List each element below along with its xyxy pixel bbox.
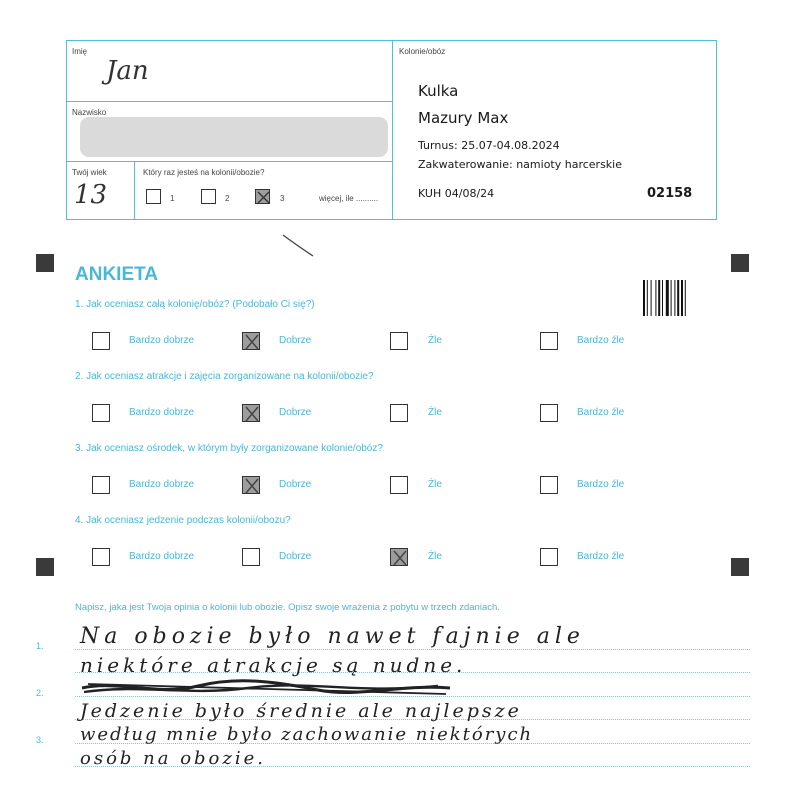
- question-4-option-2-checkbox[interactable]: [242, 548, 260, 566]
- barcode-bar: [647, 280, 648, 316]
- question-3-option-1-label: Bardzo dobrze: [129, 479, 195, 490]
- barcode-bar: [671, 280, 672, 316]
- camp-code: KUH 04/08/24: [418, 187, 495, 200]
- question-1-option-3-label: Źle: [428, 335, 442, 346]
- question-3-option-2-checkbox[interactable]: [242, 476, 260, 494]
- question-2-text: 2. Jak oceniasz atrakcje i zajęcia zorganizowane na kolonii/obozie?: [75, 371, 374, 382]
- checkmark-x-icon: [243, 405, 261, 423]
- barcode-bar: [655, 280, 656, 316]
- camp-turnus: Turnus: 25.07-04.08.2024: [418, 139, 560, 152]
- question-4-option-4-checkbox[interactable]: [540, 548, 558, 566]
- barcode-bar: [658, 280, 660, 316]
- camp-number: 02158: [647, 186, 693, 201]
- question-3-option-3-checkbox[interactable]: [390, 476, 408, 494]
- last-name-label: Nazwisko: [72, 108, 107, 117]
- question-2-option-4-label: Bardzo źle: [577, 407, 625, 418]
- camp-org: Kulka: [418, 82, 459, 100]
- question-4-option-1-checkbox[interactable]: [92, 548, 110, 566]
- question-4-option-2-label: Dobrze: [279, 551, 312, 562]
- handwritten-line-5[interactable]: osób na obozie.: [80, 748, 267, 769]
- question-4-option-3-checkbox[interactable]: [390, 548, 408, 566]
- times-option-3-label: 3: [280, 194, 285, 203]
- camp-name: Mazury Max: [418, 109, 509, 127]
- camp-accommodation: Zakwaterowanie: namioty harcerskie: [418, 158, 622, 171]
- times-question-label: Który raz jesteś na kolonii/obozie?: [143, 168, 265, 177]
- question-4-text: 4. Jak oceniasz jedzenie podczas kolonii/obozu?: [75, 515, 291, 526]
- times-more-label: więcej, ile ..........: [319, 194, 379, 203]
- checkmark-x-icon: [243, 477, 261, 495]
- checkmark-x-icon: [243, 333, 261, 351]
- first-name-label: Imię: [72, 47, 88, 56]
- opinion-prompt: Napisz, jaka jest Twoja opinia o kolonii lub obozie. Opisz swoje wrażenia z pobytu w trzech zdaniach.: [75, 602, 500, 613]
- handwritten-line-3[interactable]: Jedzenie było średnie ale najlepsze: [80, 700, 522, 722]
- times-option-1-label: 1: [170, 194, 175, 203]
- times-checkbox-3[interactable]: [255, 189, 270, 204]
- question-1-option-4-label: Bardzo źle: [577, 335, 625, 346]
- question-4-option-1-label: Bardzo dobrze: [129, 551, 195, 562]
- times-option-2-label: 2: [225, 194, 230, 203]
- times-checkbox-2[interactable]: [201, 189, 216, 204]
- survey-title: ANKIETA: [75, 264, 159, 285]
- checkmark-x-icon: [256, 190, 271, 205]
- question-1-option-1-label: Bardzo dobrze: [129, 335, 195, 346]
- corner-marker-top-left: [36, 254, 54, 272]
- camp-label: Kolonie/obóz: [399, 47, 446, 56]
- header-divider-2: [67, 161, 392, 162]
- question-3-option-1-checkbox[interactable]: [92, 476, 110, 494]
- question-1-option-1-checkbox[interactable]: [92, 332, 110, 350]
- question-2-option-2-label: Dobrze: [279, 407, 312, 418]
- question-3-option-4-label: Bardzo źle: [577, 479, 625, 490]
- barcode-bar: [674, 280, 675, 316]
- barcode-bar: [677, 280, 679, 316]
- crossed-out-scribble: [78, 678, 458, 700]
- barcode: [643, 280, 699, 316]
- age-label: Twój wiek: [72, 168, 107, 177]
- question-3-option-2-label: Dobrze: [279, 479, 312, 490]
- barcode-bar: [643, 280, 645, 316]
- header-divider-1: [67, 101, 392, 102]
- question-3-text: 3. Jak oceniasz ośrodek, w którym były zorganizowane kolonie/obóz?: [75, 443, 383, 454]
- last-name-redacted: [80, 117, 388, 157]
- header-divider-age: [134, 161, 135, 219]
- barcode-bar: [662, 280, 663, 316]
- pen-stroke-mark: [280, 232, 320, 262]
- header-divider-vertical: [392, 41, 393, 219]
- ruled-line: [75, 649, 750, 650]
- handwritten-line-4[interactable]: według mnie było zachowanie niektórych: [80, 724, 534, 745]
- question-2-option-1-label: Bardzo dobrze: [129, 407, 195, 418]
- question-3-option-3-label: Źle: [428, 479, 442, 490]
- question-2-option-3-checkbox[interactable]: [390, 404, 408, 422]
- first-name-value[interactable]: Jan: [106, 56, 149, 86]
- age-value[interactable]: 13: [74, 180, 108, 210]
- question-2-option-4-checkbox[interactable]: [540, 404, 558, 422]
- question-3-option-4-checkbox[interactable]: [540, 476, 558, 494]
- question-1-option-3-checkbox[interactable]: [390, 332, 408, 350]
- question-1-option-4-checkbox[interactable]: [540, 332, 558, 350]
- corner-marker-bottom-right: [731, 558, 749, 576]
- handwritten-line-1[interactable]: Na obozie było nawet fajnie ale: [80, 624, 585, 649]
- line-number-1: 1.: [36, 641, 44, 651]
- barcode-bar: [685, 280, 686, 316]
- question-4-option-3-label: Źle: [428, 551, 442, 562]
- question-2-option-3-label: Źle: [428, 407, 442, 418]
- barcode-bar: [651, 280, 652, 316]
- times-checkbox-1[interactable]: [146, 189, 161, 204]
- barcode-bar: [681, 280, 683, 316]
- question-4-option-4-label: Bardzo źle: [577, 551, 625, 562]
- question-1-option-2-label: Dobrze: [279, 335, 312, 346]
- corner-marker-bottom-left: [36, 558, 54, 576]
- question-1-text: 1. Jak oceniasz całą kolonię/obóz? (Podobało Ci się?): [75, 299, 315, 310]
- question-1-option-2-checkbox[interactable]: [242, 332, 260, 350]
- question-2-option-1-checkbox[interactable]: [92, 404, 110, 422]
- corner-marker-top-right: [731, 254, 749, 272]
- handwritten-line-2[interactable]: niektóre atrakcje są nudne.: [80, 653, 467, 677]
- checkmark-x-icon: [391, 549, 409, 567]
- question-2-option-2-checkbox[interactable]: [242, 404, 260, 422]
- line-number-3: 3.: [36, 735, 44, 745]
- barcode-bar: [666, 280, 669, 316]
- line-number-2: 2.: [36, 688, 44, 698]
